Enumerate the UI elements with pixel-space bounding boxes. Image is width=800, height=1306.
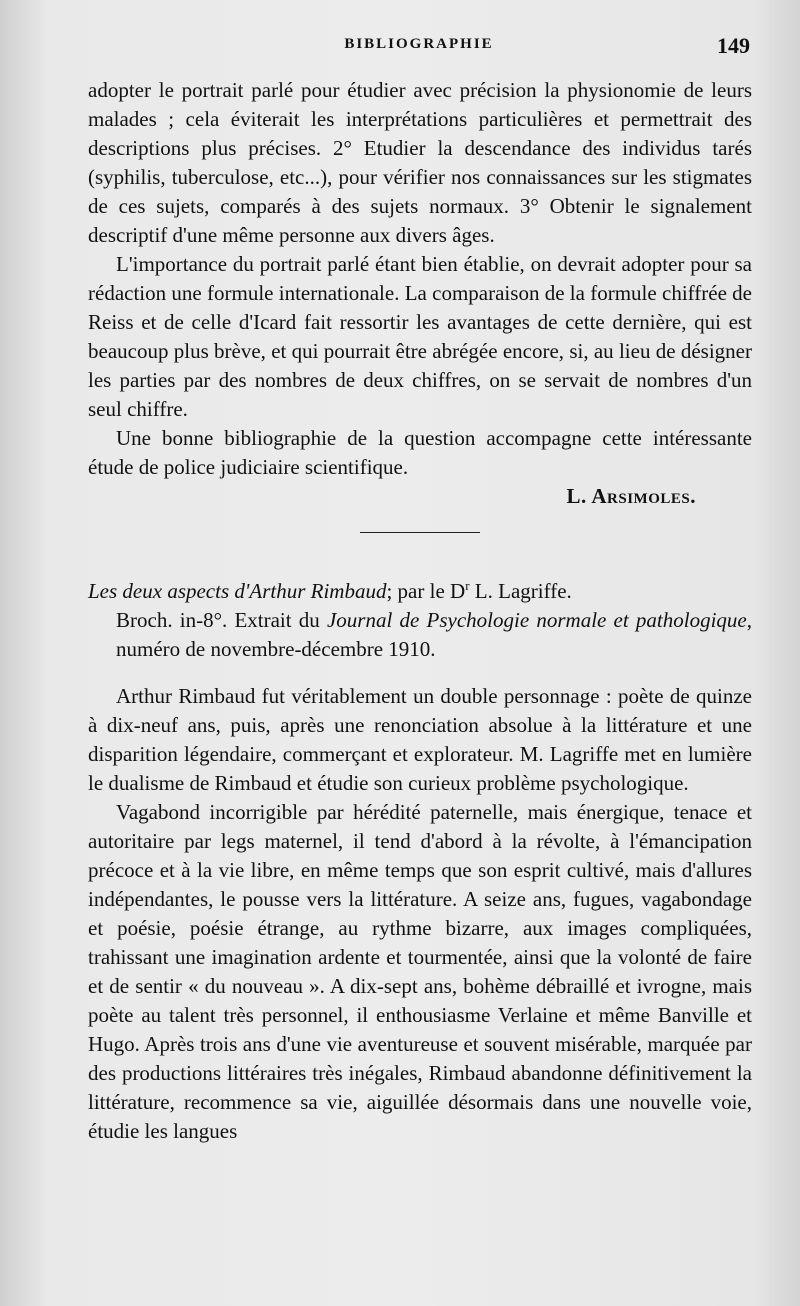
section-divider <box>360 532 480 533</box>
body-text <box>88 76 752 1146</box>
signature-initial: L. A <box>566 484 608 508</box>
publication-issue: , numéro de novembre-décembre 1910. <box>116 608 752 661</box>
paragraph: L'importance du portrait parlé étant bien établie, on devrait adopter pour sa rédaction une formule internationale. La comparaison de la formule chiffrée de Reiss et de celle d'Icard fait ressortir les avantages de cette dernière, qui est beaucoup plus brève, et qui pourrait être abrégée encore, si, au lieu de désigner les parties par des nombres de deux chiffres, on se servait de nombres d'un seul chiffre. <box>88 252 752 421</box>
review-author-prefix: ; par le D <box>386 579 466 603</box>
paragraph: Vagabond incorrigible par hérédité paternelle, mais énergique, tenace et autoritaire par legs maternel, il tend d'abord à la révolte, à l'émancipation précoce et à la vie libre, en même temps que son esprit cultivé, mais d'allures indépendantes, le pousse vers la littérature. A seize ans, fugues, vagabondage et poésie, poésie étrange, au rythme bizarre, aux images compliquées, trahissant une imagination ardente et tourmentée, ainsi que la volonté de faire et de sentir « du nouveau ». A dix-sept ans, bohème débraillé et ivrogne, mais poète au talent très personnel, il enthousiasme Verlaine et même Banville et Hugo. Après trois ans d'une vie aventureuse et souvent misérable, marquée par des productions littéraires très inégales, Rimbaud abandonne définitivement la littérature, recommence sa vie, aiguillée désormais dans une nouvelle voie, étudie les langues <box>88 800 752 1143</box>
page-number: 149 <box>717 33 750 58</box>
paragraph: adopter le portrait parlé pour étudier avec précision la physionomie de leurs malades ; cela éviterait les interprétations particulières et permettrait des descriptions plus précises. 2° Etudier la descendance des individus tarés (syphilis, tuberculose, etc...), pour vérifier nos connaissances sur les stigmates de ces sujets, comparés à des sujets normaux. 3° Obtenir le signalement descriptif d'une même personne aux divers âges. <box>88 78 752 247</box>
review-citation <box>88 577 752 664</box>
review-author-name: L. Lagriffe. <box>469 579 572 603</box>
signature-surname: rsimoles. <box>607 484 696 508</box>
page-header <box>88 33 750 60</box>
journal-title: Journal de Psychologie normale et pathologique <box>326 608 747 632</box>
review-signature <box>88 482 752 512</box>
review-author-sup: r <box>465 578 470 593</box>
paragraph: Arthur Rimbaud fut véritablement un double personnage : poète de quinze à dix-neuf ans, puis, après une renonciation absolue à la littérature et une disparition légendaire, commerçant et explorateur. M. Lagriffe met en lumière le dualisme de Rimbaud et étudie son curieux problème psychologique. <box>88 684 752 795</box>
review-publication <box>88 606 752 664</box>
publication-format: Broch. in-8°. Extrait du <box>116 608 327 632</box>
review-book-title: Les deux aspects d'Arthur Rimbaud <box>88 579 387 603</box>
running-head: BIBLIOGRAPHIE <box>344 36 494 52</box>
paragraph: Une bonne bibliographie de la question accompagne cette intéressante étude de police judiciaire scientifique. <box>88 426 752 479</box>
